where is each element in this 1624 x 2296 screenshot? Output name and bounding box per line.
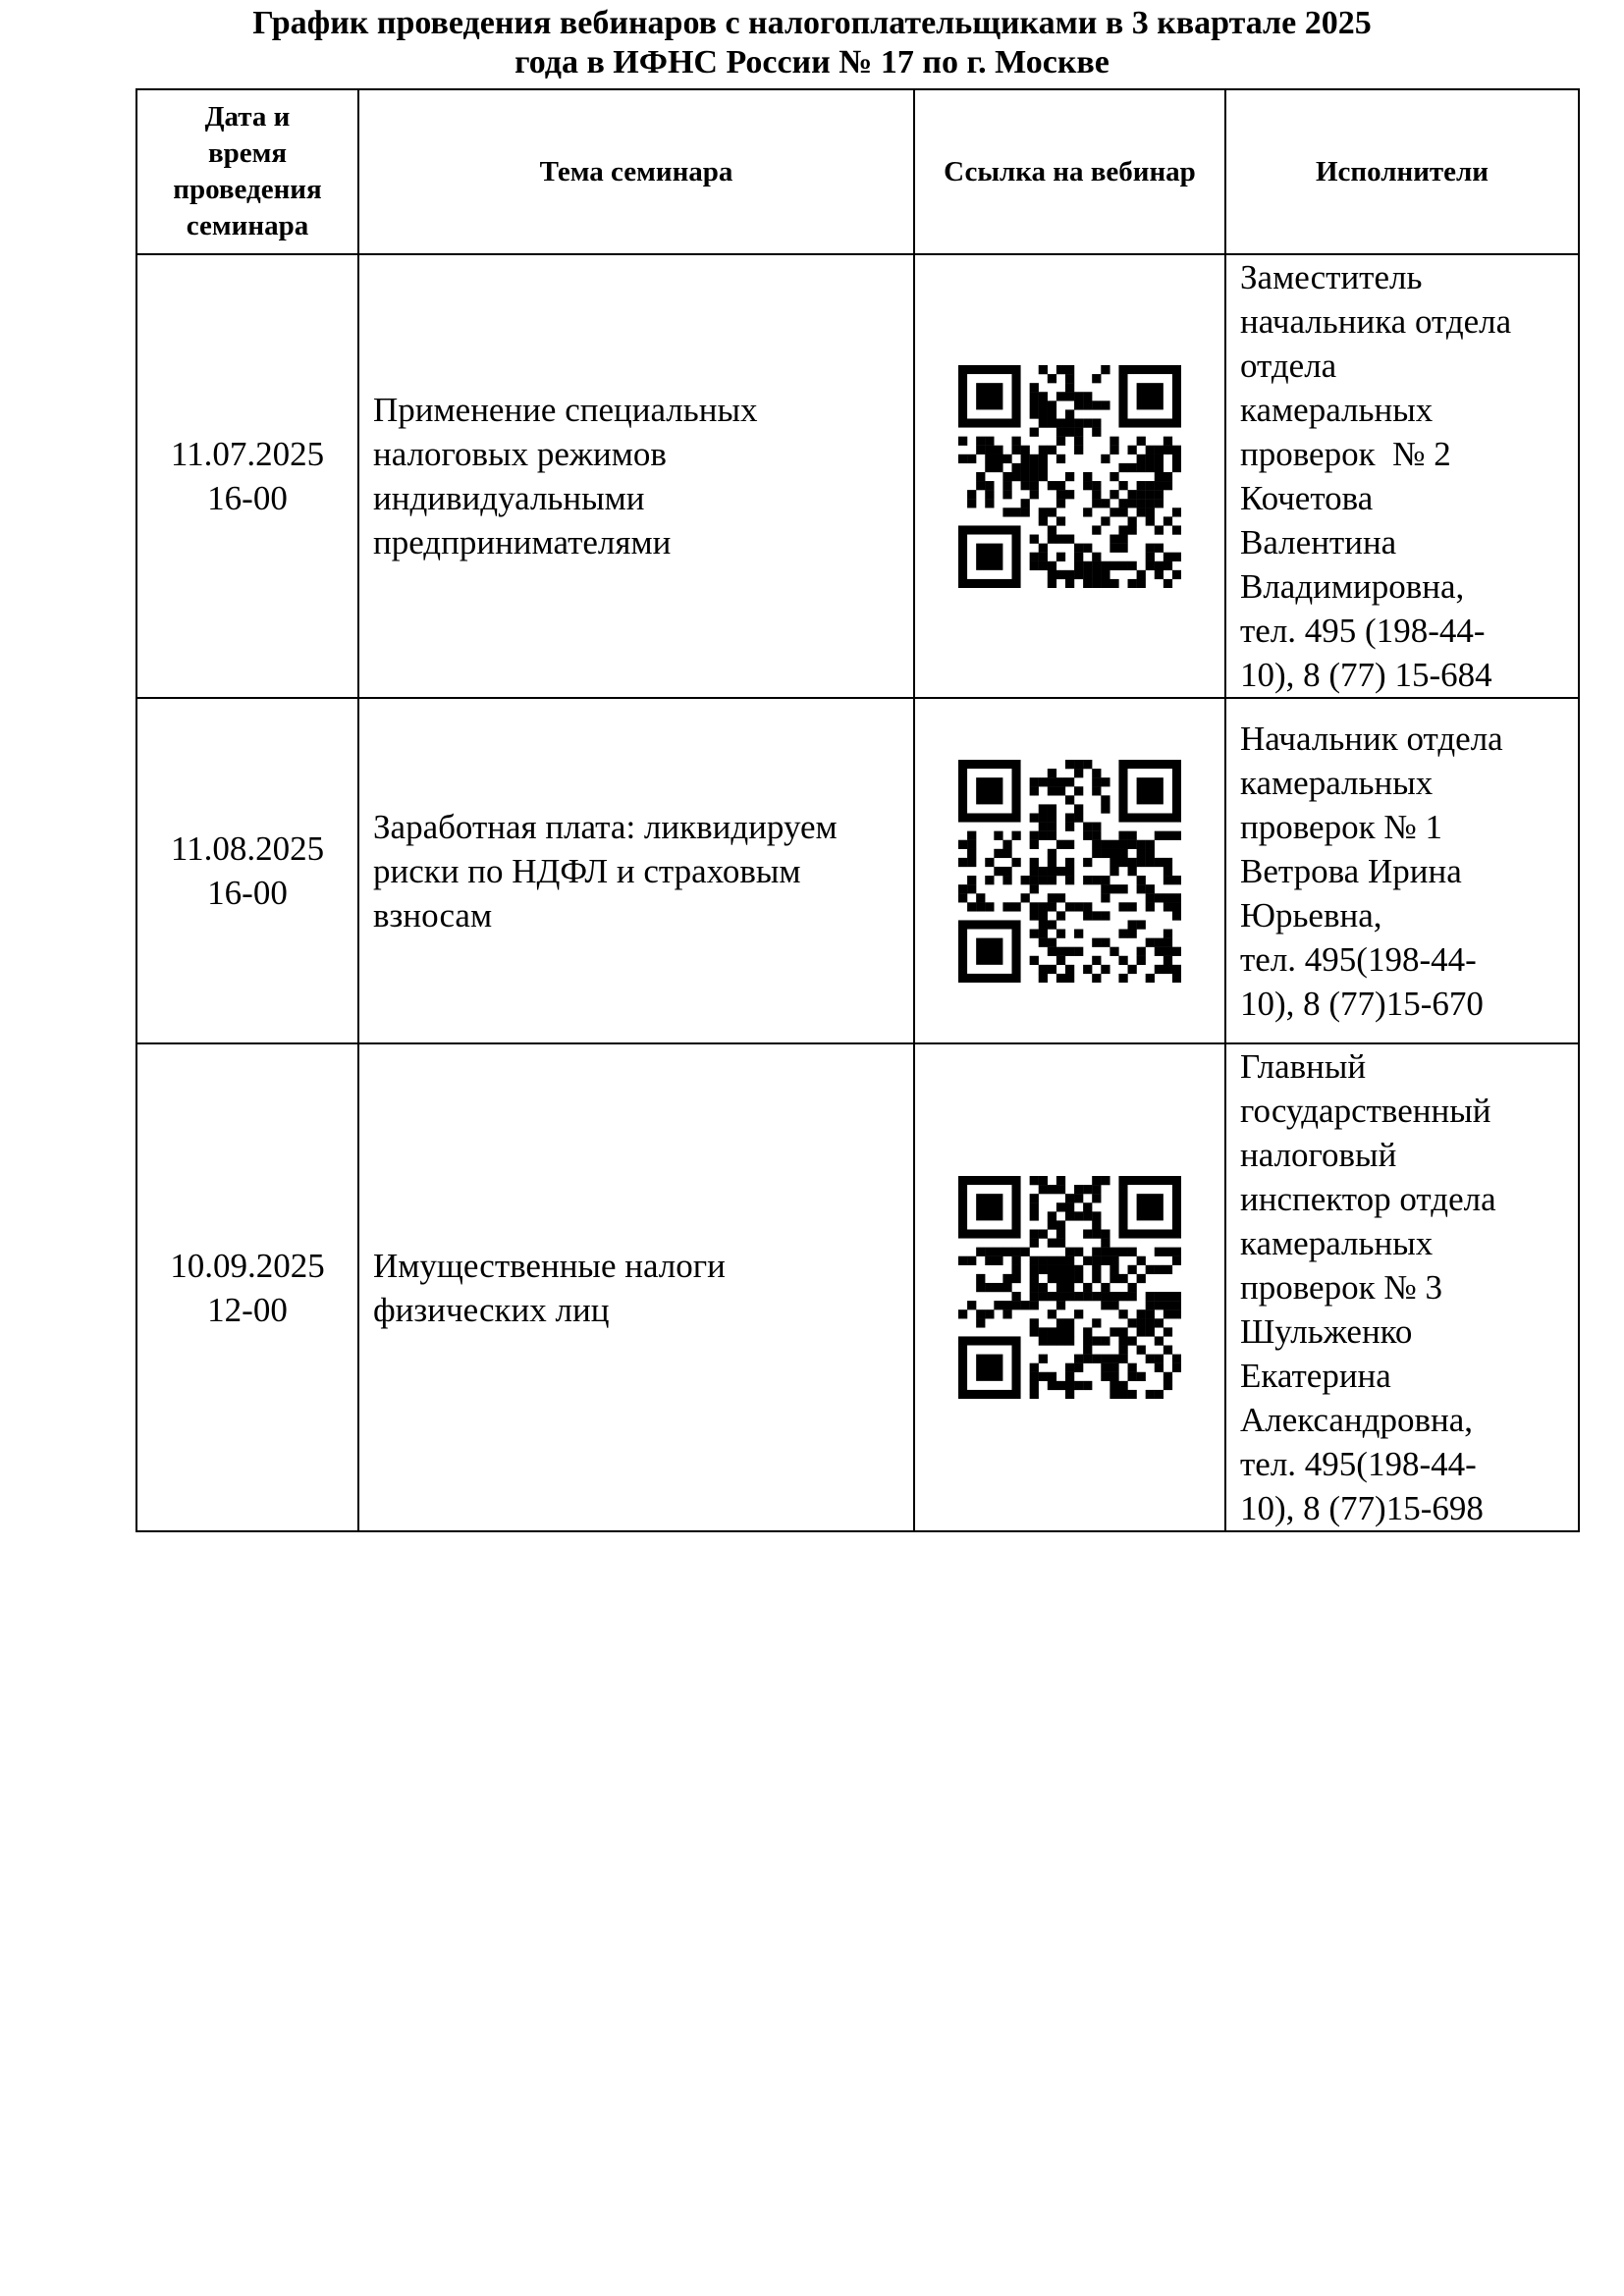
- topic-line: Имущественные налоги: [373, 1246, 726, 1285]
- topic-line: Применение специальных: [373, 391, 758, 429]
- executor-line: проверок № 1: [1240, 807, 1442, 846]
- webinar-date: 10.09.2025: [170, 1246, 325, 1285]
- executor-cell: [1225, 254, 1579, 698]
- title-line-2: года в ИФНС России № 17 по г. Москве: [514, 44, 1110, 80]
- executor-line: Главный: [1240, 1047, 1367, 1086]
- executor-cell: [1225, 1043, 1579, 1531]
- executor-line: тел. 495(198-44-: [1240, 939, 1477, 979]
- topic-cell: [358, 698, 914, 1043]
- executor-line: государственный: [1240, 1092, 1491, 1130]
- header-date-line: время: [207, 137, 288, 169]
- executor-line: инспектор отдела: [1240, 1180, 1496, 1218]
- table-row: [136, 698, 1579, 1043]
- topic-line: Заработная плата: ликвидируем: [373, 807, 838, 846]
- executor-line: камеральных: [1240, 391, 1434, 429]
- executor-line: Екатерина: [1240, 1357, 1391, 1395]
- executor-line: 10), 8 (77)15-670: [1240, 984, 1484, 1023]
- qr-cell: [914, 1043, 1225, 1531]
- executor-line: проверок № 2: [1240, 435, 1451, 473]
- webinar-schedule-table: [135, 88, 1580, 1532]
- qr-code-icon[interactable]: [958, 760, 1181, 983]
- executor-line: налоговый: [1240, 1136, 1397, 1174]
- webinar-date: 11.08.2025: [170, 829, 325, 868]
- header-date-line: семинара: [186, 210, 309, 241]
- executor-cell: [1225, 698, 1579, 1043]
- header-date: [136, 89, 358, 254]
- header-executors: Исполнители: [1225, 89, 1579, 254]
- executor-line: камеральных: [1240, 763, 1434, 802]
- table-row: [136, 254, 1579, 698]
- header-link: Ссылка на вебинар: [914, 89, 1225, 254]
- executor-line: Валентина: [1240, 523, 1397, 561]
- header-date-line: Дата и: [204, 101, 291, 133]
- date-cell: [136, 254, 358, 698]
- executor-line: Заместитель: [1240, 258, 1423, 296]
- executor-line: Шульженко: [1240, 1312, 1413, 1351]
- executor-line: отдела: [1240, 347, 1337, 385]
- date-cell: [136, 698, 358, 1043]
- webinar-time: 16-00: [207, 874, 288, 912]
- executor-line: 10), 8 (77)15-698: [1240, 1489, 1484, 1527]
- document-title: [0, 4, 1624, 82]
- executor-line: тел. 495 (198-44-: [1240, 612, 1486, 650]
- executor-line: тел. 495(198-44-: [1240, 1445, 1477, 1483]
- executor-line: 10), 8 (77) 15-684: [1240, 656, 1492, 694]
- table-row: [136, 1043, 1579, 1531]
- header-topic: Тема семинара: [358, 89, 914, 254]
- webinar-date: 11.07.2025: [170, 435, 325, 473]
- executor-line: начальника отдела: [1240, 302, 1512, 341]
- webinar-time: 12-00: [207, 1290, 288, 1329]
- executor-line: Владимировна,: [1240, 567, 1465, 606]
- date-cell: [136, 1043, 358, 1531]
- header-date-line: проведения: [173, 174, 322, 205]
- header-row: [136, 89, 1579, 254]
- topic-cell: [358, 254, 914, 698]
- qr-code-icon[interactable]: [958, 365, 1181, 588]
- executor-line: Начальник отдела: [1240, 719, 1503, 758]
- qr-cell: [914, 254, 1225, 698]
- topic-cell: [358, 1043, 914, 1531]
- topic-line: налоговых режимов: [373, 435, 667, 473]
- title-line-1: График проведения вебинаров с налогоплательщиками в 3 квартале 2025: [252, 5, 1372, 41]
- qr-code-icon[interactable]: [958, 1176, 1181, 1399]
- executor-line: Ветрова Ирина: [1240, 851, 1462, 890]
- executor-line: проверок № 3: [1240, 1268, 1442, 1307]
- webinar-time: 16-00: [207, 479, 288, 517]
- executor-line: Кочетова: [1240, 479, 1374, 517]
- executor-line: камеральных: [1240, 1224, 1434, 1262]
- executor-line: Юрьевна,: [1240, 895, 1382, 934]
- qr-cell: [914, 698, 1225, 1043]
- topic-line: взносам: [373, 895, 493, 934]
- topic-line: риски по НДФЛ и страховым: [373, 851, 801, 890]
- executor-line: Александровна,: [1240, 1401, 1473, 1439]
- topic-line: индивидуальными: [373, 479, 645, 517]
- topic-line: физических лиц: [373, 1290, 610, 1329]
- topic-line: предпринимателями: [373, 523, 672, 561]
